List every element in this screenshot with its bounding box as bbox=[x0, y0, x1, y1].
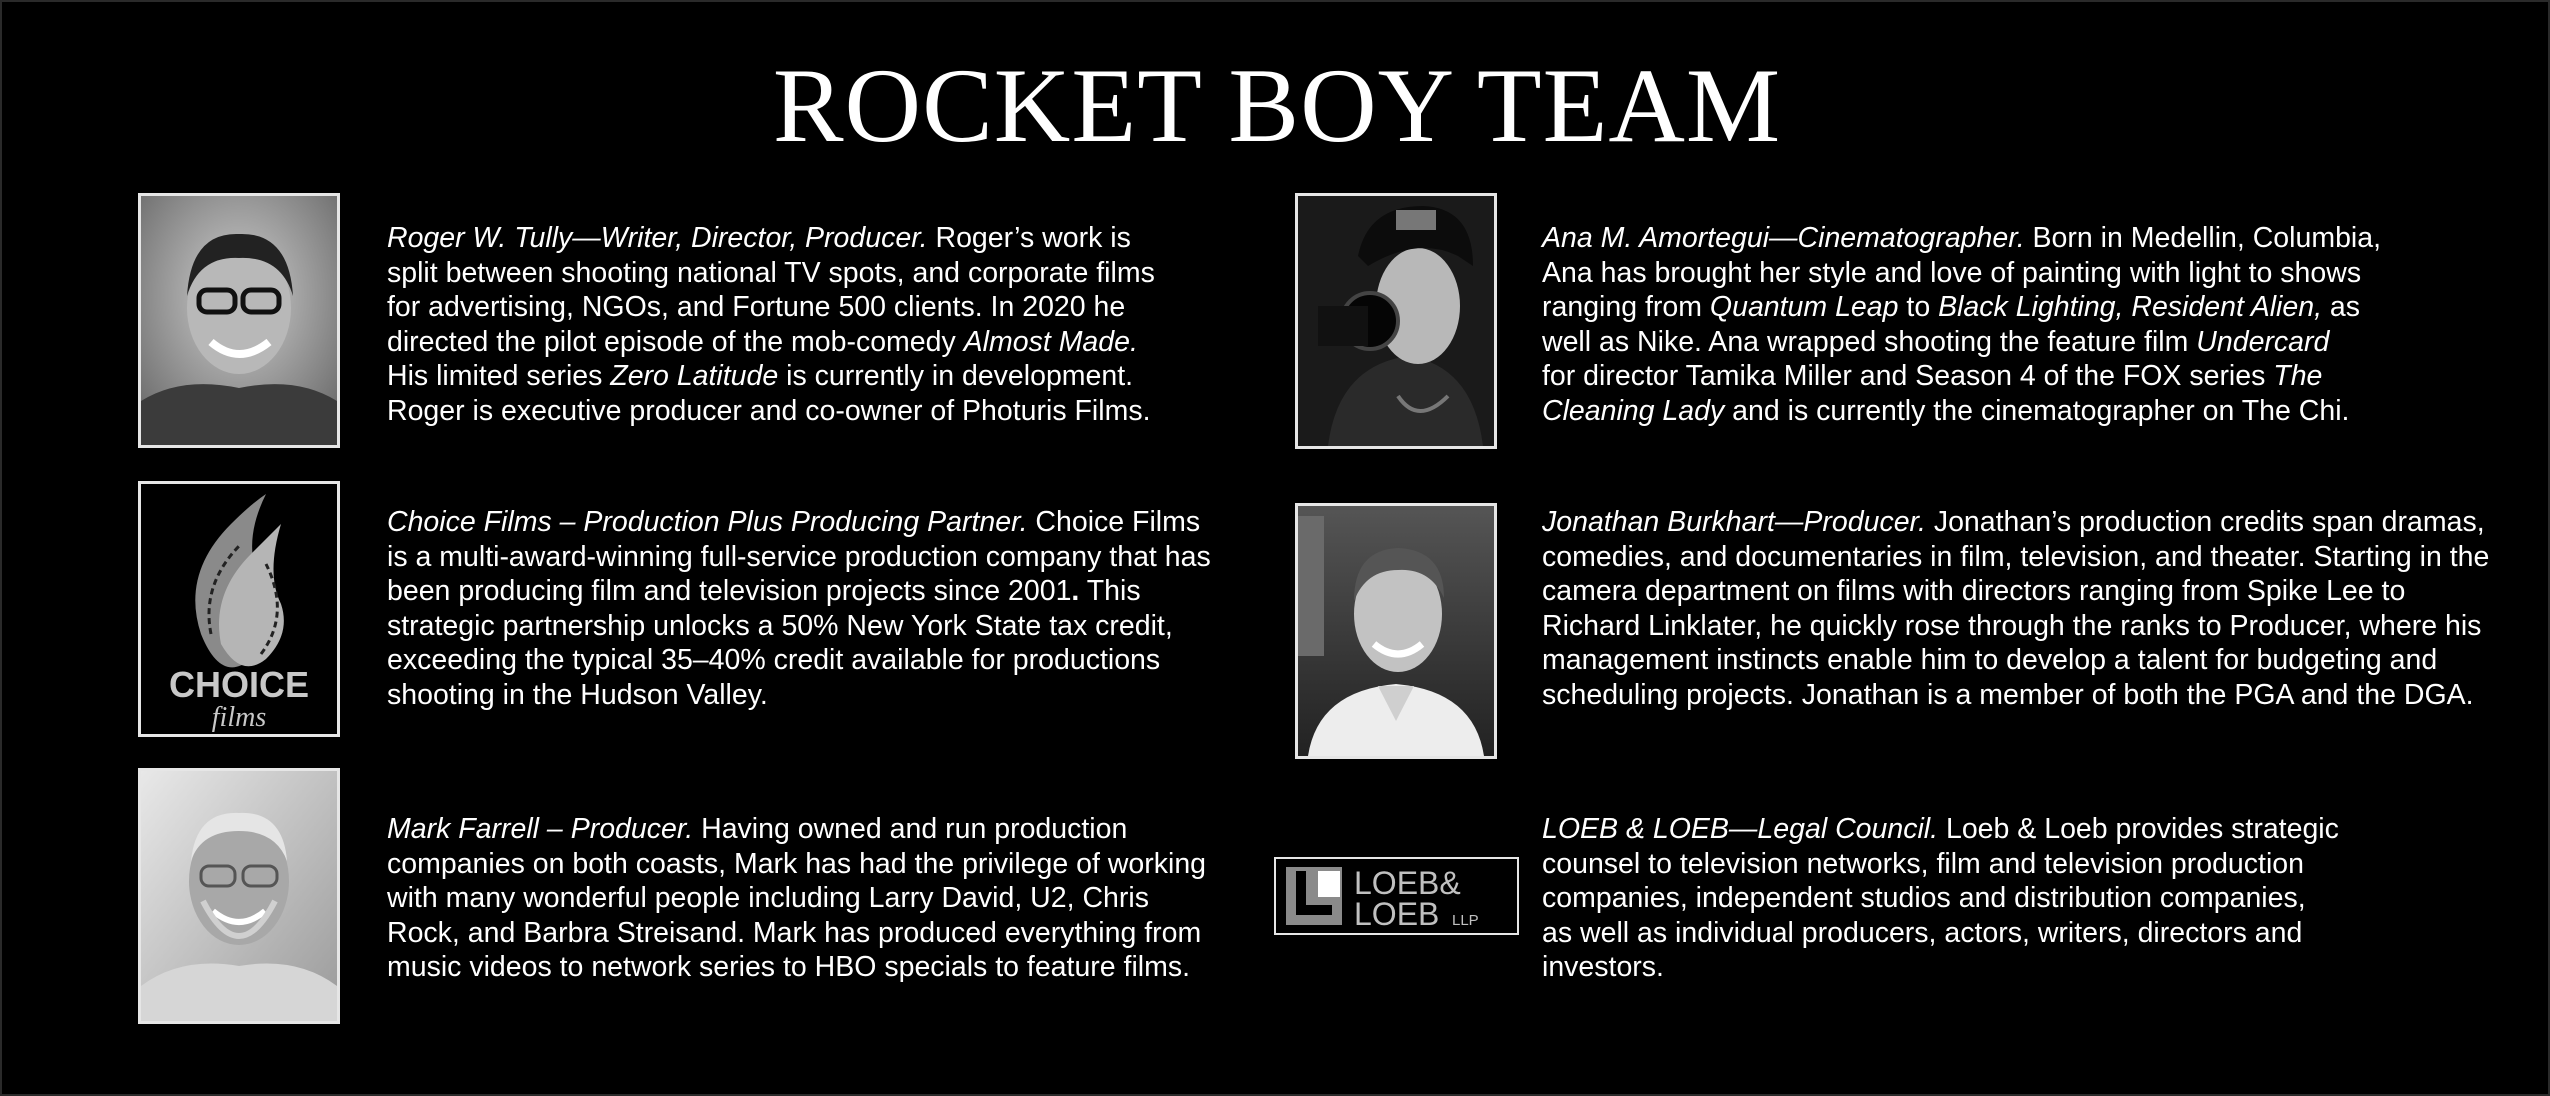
bio-text-run: This bbox=[1079, 575, 1141, 608]
bio-line bbox=[1542, 950, 2339, 985]
bio-text-run: Jonathan’s production credits span dramas, bbox=[1925, 506, 2485, 538]
bio-italic-run: LOEB & LOEB—Legal Council. bbox=[1542, 813, 1939, 845]
loeb-logo-line1: LOEB& bbox=[1354, 865, 1461, 901]
choice-films-logo bbox=[138, 481, 340, 737]
bio-text-run: Loeb & Loeb provides strategic bbox=[1938, 813, 2339, 845]
bio-text-run: Roger is executive producer and co-owner of Photuris Films. bbox=[387, 394, 1151, 427]
bio-text-run: to bbox=[1898, 291, 1939, 324]
bio-text-run: . bbox=[1071, 575, 1080, 608]
bio-italic-run: Mark Farrell – Producer. bbox=[387, 813, 694, 845]
bio-line bbox=[387, 574, 1211, 609]
bio-line bbox=[387, 609, 1211, 644]
bio-text-run: Rock, and Barbra Streisand. Mark has produced everything from bbox=[387, 916, 1202, 949]
bio-italic-run: Choice Films – Production Plus Producing Partner. bbox=[387, 506, 1028, 538]
bio-line bbox=[1542, 290, 2381, 325]
bio-line bbox=[1542, 359, 2381, 394]
bio-line bbox=[1542, 916, 2339, 951]
bio-text-run: well as Nike. Ana wrapped shooting the feature film bbox=[1542, 325, 2197, 358]
bio-line bbox=[1542, 256, 2381, 291]
bio-text-run: is a multi-award-winning full-service production company that has bbox=[387, 540, 1211, 573]
bio-text-run: counsel to television networks, film and television production bbox=[1542, 847, 2304, 880]
bio-text-run: been producing film and television projects since 2001 bbox=[387, 575, 1072, 608]
bio-italic-run: Cleaning Lady bbox=[1542, 394, 1725, 427]
bio-text-run: music videos to network series to HBO specials to feature films. bbox=[387, 951, 1191, 984]
bio-line bbox=[1542, 505, 2489, 540]
bio-text-run: and is currently the cinematographer on The Chi. bbox=[1724, 394, 2350, 427]
bio-italic-run: Quantum Leap bbox=[1709, 291, 1899, 324]
bio-text-run: Richard Linklater, he quickly rose through the ranks to Producer, where his bbox=[1542, 609, 2482, 642]
bio-italic-run: Jonathan Burkhart—Producer. bbox=[1542, 506, 1926, 538]
bio-text-run: for advertising, NGOs, and Fortune 500 clients. In 2020 he bbox=[387, 291, 1126, 324]
ana-amortegui-photo bbox=[1295, 193, 1497, 449]
bio-text-run: split between shooting national TV spots, and corporate films bbox=[387, 256, 1155, 289]
bio-line bbox=[387, 881, 1206, 916]
bio-text-run: comedies, and documentaries in film, television, and theater. Starting in the bbox=[1542, 540, 2490, 573]
bio-italic-run: Ana M. Amortegui—Cinematographer. bbox=[1542, 222, 2025, 254]
bio-line bbox=[1542, 847, 2339, 882]
bio-italic-run: Roger W. Tully—Writer, Director, Producer. bbox=[387, 222, 928, 254]
loeb-loeb-bio bbox=[1542, 812, 2339, 985]
bio-line bbox=[387, 678, 1211, 713]
bio-text-run: as bbox=[2322, 291, 2361, 324]
jonathan-burkhart-bio bbox=[1542, 505, 2489, 713]
bio-line bbox=[387, 812, 1206, 847]
bio-text-run: Born in Medellin, Columbia, bbox=[2024, 222, 2382, 254]
bio-text-run: is currently in development. bbox=[778, 360, 1134, 393]
bio-italic-run: Black Lighting, Resident Alien, bbox=[1938, 291, 2323, 324]
bio-text-run: for director Tamika Miller and Season 4 of the FOX series bbox=[1542, 360, 2274, 393]
bio-line bbox=[387, 359, 1155, 394]
bio-text-run: ranging from bbox=[1542, 291, 1710, 324]
bio-line bbox=[387, 916, 1206, 951]
bio-line bbox=[387, 643, 1211, 678]
loeb-logo-line2: LOEB bbox=[1354, 896, 1440, 932]
bio-line bbox=[1542, 221, 2381, 256]
choice-films-bio bbox=[387, 505, 1211, 713]
bio-line bbox=[1542, 643, 2489, 678]
mark-farrell-photo bbox=[138, 768, 340, 1024]
choice-logo-script: films bbox=[211, 702, 267, 733]
bio-italic-run: Zero Latitude bbox=[610, 360, 779, 393]
bio-text-run: investors. bbox=[1542, 951, 1664, 984]
bio-text-run: camera department on films with directors ranging from Spike Lee to bbox=[1542, 575, 2406, 608]
bio-text-run: directed the pilot episode of the mob-comedy bbox=[387, 325, 964, 358]
bio-text-run: shooting in the Hudson Valley. bbox=[387, 678, 768, 711]
bio-italic-run: Undercard bbox=[2196, 325, 2330, 358]
bio-text-run: Ana has brought her style and love of painting with light to shows bbox=[1542, 256, 2362, 289]
bio-text-run: companies, independent studios and distribution companies, bbox=[1542, 882, 2306, 915]
bio-italic-run: The bbox=[2273, 360, 2323, 393]
choice-logo-text: CHOICE bbox=[168, 664, 310, 705]
bio-text-run: strategic partnership unlocks a 50% New York State tax credit, bbox=[387, 609, 1173, 642]
bio-text-run: as well as individual producers, actors, writers, directors and bbox=[1542, 916, 2303, 949]
bio-text-run: scheduling projects. Jonathan is a member of both the PGA and the DGA. bbox=[1542, 678, 2474, 711]
bio-italic-run: Almost Made. bbox=[963, 325, 1138, 358]
bio-line bbox=[387, 290, 1155, 325]
bio-text-run: exceeding the typical 35–40% credit available for productions bbox=[387, 644, 1161, 677]
bio-line bbox=[387, 256, 1155, 291]
bio-line bbox=[387, 325, 1155, 360]
jonathan-burkhart-photo bbox=[1295, 503, 1497, 759]
loeb-logo-llp: LLP bbox=[1452, 912, 1479, 929]
bio-line bbox=[387, 540, 1211, 575]
bio-line bbox=[1542, 609, 2489, 644]
bio-text-run: Having owned and run production bbox=[693, 813, 1128, 845]
bio-text-run: Roger’s work is bbox=[927, 222, 1131, 254]
bio-text-run: Choice Films bbox=[1027, 506, 1201, 538]
bio-line bbox=[387, 847, 1206, 882]
loeb-loeb-logo bbox=[1274, 857, 1519, 935]
bio-line bbox=[387, 394, 1155, 429]
page-title: ROCKET BOY TEAM bbox=[772, 47, 1782, 164]
bio-line bbox=[1542, 394, 2381, 429]
bio-text-run: His limited series bbox=[387, 360, 611, 393]
roger-tully-bio bbox=[387, 221, 1155, 429]
bio-text-run: management instincts enable him to develop a talent for budgeting and bbox=[1542, 644, 2438, 677]
bio-line bbox=[1542, 881, 2339, 916]
roger-tully-photo bbox=[138, 193, 340, 448]
bio-line bbox=[1542, 540, 2489, 575]
bio-text-run: companies on both coasts, Mark has had the privilege of working bbox=[387, 847, 1207, 880]
bio-line bbox=[1542, 812, 2339, 847]
bio-line bbox=[387, 950, 1206, 985]
bio-line bbox=[1542, 325, 2381, 360]
bio-text-run: with many wonderful people including Larry David, U2, Chris bbox=[387, 882, 1149, 915]
bio-line bbox=[1542, 574, 2489, 609]
bio-line bbox=[387, 505, 1211, 540]
ana-amortegui-bio bbox=[1542, 221, 2381, 429]
bio-line bbox=[387, 221, 1155, 256]
mark-farrell-bio bbox=[387, 812, 1206, 985]
bio-line bbox=[1542, 678, 2489, 713]
